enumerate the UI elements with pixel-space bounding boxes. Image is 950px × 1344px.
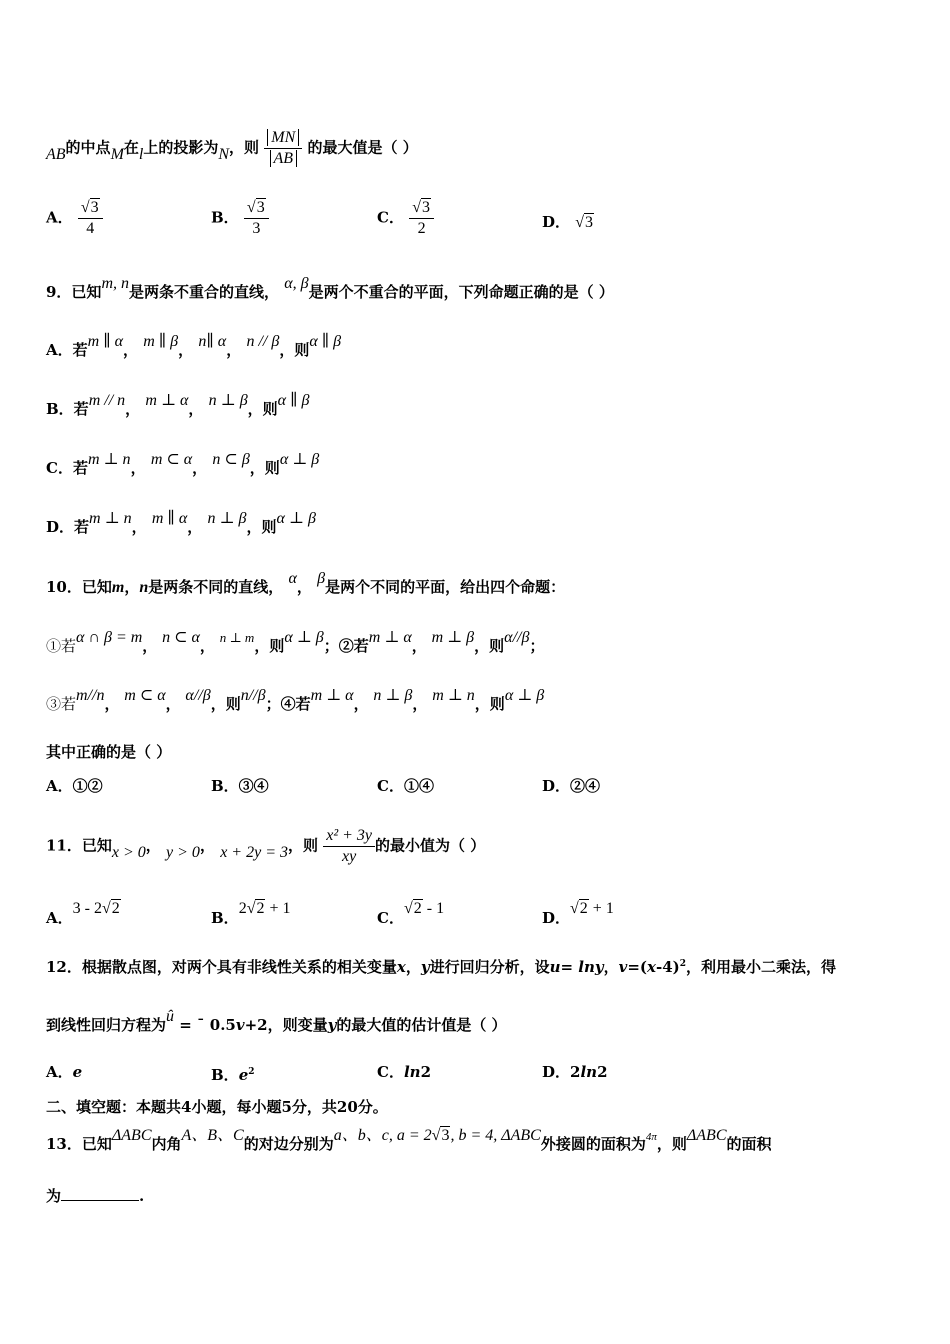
q12-text: 的最大值的估计值是（ ） [336,1016,507,1034]
option-number: 2 [597,1063,608,1081]
sep: ， [131,518,147,536]
sides-pre: a、b、c, a = 2 [333,1127,432,1144]
var-x: x [396,958,406,976]
q12-option-c[interactable] [377,1062,431,1082]
eq: = [560,958,579,976]
sep: ， [603,958,619,976]
expr-post: + 1 [588,900,614,917]
expr: √2 - 1 [403,900,445,917]
q8-fraction [264,128,302,169]
q9-option-b[interactable] [46,392,310,420]
q8-frac-den: AB [270,150,298,167]
q13-text: 的面积 [726,1135,772,1153]
sep: ， [296,578,312,596]
cond: m ∥ α [151,510,188,527]
q8-text: 在 [123,138,139,157]
prop-3-label: ③若 [46,695,77,713]
cond: n ⊥ β [208,392,248,409]
q8-text: 的最大值是（ ） [307,138,418,157]
q8-text: 上的投影为 [143,138,219,157]
q12-text: +2，则变量 [244,1016,328,1034]
cond: n∥ α [198,333,227,350]
option-label: C． [377,909,404,927]
sep: ， [226,341,242,359]
option-value: e [238,1066,249,1084]
q12-option-d[interactable] [542,1062,608,1082]
then: ，则 [246,518,277,536]
q9-ab: α, β [284,275,309,292]
sep: ， [165,695,181,713]
q12-option-a[interactable] [46,1062,82,1082]
var-y: y [327,1016,337,1034]
q10-option-d[interactable]: D．②④ [542,777,601,795]
option-number: 2 [420,1063,431,1081]
result: α ⊥ β [284,629,324,646]
cond: m//n [76,687,105,704]
option-label: D． [542,909,571,927]
triangle: ΔABC [111,1127,152,1144]
section-2-heading: 二、填空题：本题共4小题，每小题5分，共20分。 [46,1098,388,1116]
q13-text: . [139,1187,145,1205]
sep: ， [199,637,215,655]
cond: m ⊥ n [432,687,475,704]
option-label: B． [211,1066,239,1084]
cond: m ⊂ α [124,687,166,704]
angles: A、B、C [181,1127,244,1144]
option-number: 2 [570,1063,581,1081]
cond: m ⊥ n [89,510,132,527]
then: ，则 [249,459,280,477]
var-x: x [647,958,656,976]
frac-den: xy [342,848,357,865]
q9-mn: m, n [101,275,129,292]
q13-text: ，则 [656,1135,687,1153]
q8-option-a[interactable] [46,198,103,239]
q12-text: ，利用最小二乘法，得 [686,958,837,976]
var-u: u [549,958,561,976]
cond: m ⊥ α [310,687,354,704]
frac-num: 3 [90,199,99,216]
q10-number: 10．已知 [46,578,112,596]
cond: m ⊥ β [431,629,475,646]
option-value: ln [580,1063,598,1081]
option-label: B． [211,909,239,927]
option-label: A． [46,208,73,227]
frac-den: 2 [417,220,426,237]
q9-option-d[interactable] [46,510,316,538]
result: α ∥ β [309,333,342,350]
option-label: B． [211,208,239,227]
q11-fraction [323,826,375,867]
sep: ； [529,637,545,655]
q13-text: 外接圆的面积为 [540,1135,646,1153]
q11-option-b[interactable] [211,900,291,927]
q10-props-3-4 [46,687,545,715]
q8-option-d[interactable] [542,212,594,233]
q11-text: 的最小值为（ ） [375,836,486,855]
sep: ， [125,400,141,418]
sep: ， [188,400,204,418]
expr-pre: 3 - 2 [72,900,102,917]
var-y: y [420,958,430,976]
q9-option-c[interactable] [46,451,320,479]
option-label: D． [542,213,571,231]
cond: n // β [246,333,280,350]
sep: ， [192,459,208,477]
q10-ask: 其中正确的是（ ） [46,743,172,761]
q11-option-a[interactable] [46,900,121,927]
q8-l: l [138,145,144,163]
q9-number: 9．已知 [46,283,102,301]
cond: m ⊂ α [150,451,193,468]
q12-stem-line2 [46,1008,507,1036]
result: α ∥ β [277,392,310,409]
q12-stem-line1 [46,954,836,977]
q12-text: 进行回归分析，设 [429,958,550,976]
q11-option-d[interactable] [542,900,614,927]
sqrt3: √3 [431,1127,450,1144]
sep: ， [405,958,421,976]
sides [334,1127,541,1144]
result: α ⊥ β [279,451,320,468]
then: ，则 [474,637,505,655]
expr: -4) [655,958,680,976]
eq: = ˉ 0.5 [174,1016,236,1034]
q12-option-b[interactable] [211,1062,255,1085]
option-label: C． [377,1063,404,1081]
expr: √2 + 1 [570,900,614,917]
sep: ， [199,836,215,855]
var-alpha: α [288,570,297,587]
area: 4π [645,1131,657,1143]
sep: ， [124,578,140,596]
frac-num: 3 [256,199,265,216]
sep: ， [130,459,146,477]
expr: 2√2 + 1 [238,900,291,917]
q13-stem-line2 [46,1186,144,1206]
var-v: v [618,958,628,976]
cond: m // n [88,392,126,409]
expr-post: + 1 [265,900,291,917]
cond: m ⊥ n [87,451,131,468]
q10-stem [46,570,566,598]
cond: m ∥ α [87,333,123,350]
triangle: ΔABC [686,1127,727,1144]
then: ，则 [247,400,278,418]
expr: 3 - 2√2 [72,900,120,917]
cond: n ⊂ α [162,629,200,646]
lny: lny [578,958,604,976]
q8-d-sqrt: √3 [575,214,594,231]
option-label: A． [46,909,73,927]
q11-option-c[interactable] [377,900,445,927]
q11-stem [46,826,485,867]
q10-text: 是两条不同的直线， [148,578,284,596]
q8-n: N [218,145,230,163]
q11-number: 11．已知 [46,836,112,855]
sep: ， [411,637,427,655]
result: α//β [504,629,530,646]
q8-text: ，则 [229,138,260,157]
frac-num: 3 [421,199,430,216]
radicand: 2 [579,900,588,917]
q13-text: 为 [46,1187,62,1205]
frac-num: x² + 3y [323,826,375,847]
q13-text: 的对边分别为 [243,1135,334,1153]
radicand: 3 [585,214,594,231]
option-value: e [72,1063,83,1081]
result: α ⊥ β [504,687,545,704]
q9-stem [46,275,614,303]
sep: ， [412,695,428,713]
then: ，则 [279,341,310,359]
sep: ， [353,695,369,713]
q12-text: 12．根据散点图，对两个具有非线性关系的相关变量 [46,958,397,976]
cond: x + 2y = 3 [220,843,288,861]
radicand: 2 [256,900,265,917]
result: n//β [240,687,266,704]
option-label: A．若 [46,341,88,359]
sep: ， [104,695,120,713]
q8-a-fraction: $\frac{√3}{4}$ [78,198,103,239]
cond: m ∥ β [143,333,179,350]
q9-text: 是两个不重合的平面，下列命题正确的是（ ） [308,283,614,301]
q12-text: 到线性回归方程为 [46,1016,167,1034]
option-label: D．若 [46,518,90,536]
q10-props-1-2 [46,629,545,657]
q10-option-c[interactable]: C．①④ [377,777,434,795]
option-value: ln [403,1063,421,1081]
expr-pre: 2 [238,900,247,917]
sep: ， [122,341,138,359]
prop-1-label: ①若 [46,637,77,655]
radicand: 2 [413,900,422,917]
then: ，则 [254,637,285,655]
var-m: m [111,579,125,596]
option-label: A． [46,1063,73,1081]
option-label: B．若 [46,400,89,418]
sep: ， [187,518,203,536]
then: ，则 [474,695,505,713]
q10-text: 是两个不同的平面，给出四个命题： [325,578,566,596]
q8-option-c[interactable] [377,198,434,239]
prop-4-label: ；④若 [265,695,311,713]
q13-stem-line1 [46,1127,772,1156]
frac-den: 3 [252,220,261,237]
var-beta: β [317,570,326,587]
radicand: 3 [441,1127,450,1144]
option-label: C．若 [46,459,88,477]
radicand: 2 [111,900,120,917]
cond: n ⊥ β [373,687,413,704]
then: ，则 [287,836,318,855]
answer-blank[interactable] [61,1186,139,1201]
q13-number: 13．已知 [46,1135,112,1153]
q8-c-fraction: $\frac{√3}{2}$ [409,198,434,239]
q8-frac-num: MN [267,129,299,146]
option-label: C． [377,208,404,227]
q10-option-a[interactable]: A．①② [46,777,103,795]
result: α ⊥ β [276,510,316,527]
option-label: D． [542,1063,571,1081]
cond: n ⊥ m [219,630,255,645]
exponent: 2 [679,959,687,969]
q8-stem [46,128,418,169]
cond: α//β [185,687,211,704]
cond: n ⊂ β [212,451,250,468]
then: ，则 [210,695,241,713]
cond: m ⊥ α [145,392,189,409]
frac-den: 4 [86,220,95,237]
sep: ， [142,637,158,655]
cond: m ⊥ α [368,629,412,646]
cond: y > 0 [166,843,200,861]
var-v: v [235,1016,245,1034]
cond: n ⊥ β [207,510,247,527]
eq: =( [627,958,648,976]
sides-post: , b = 4, ΔABC [450,1127,541,1144]
sep: ， [145,836,161,855]
q9-option-a[interactable] [46,333,342,361]
var-n: n [139,579,149,596]
expr-post: - 1 [422,900,445,917]
u-hat: û [166,1008,175,1025]
cond: α ∩ β = m [76,629,143,646]
q8-ab: AB [46,145,66,163]
q8-option-b[interactable] [211,198,269,239]
q8-m: M [110,145,124,163]
sep: ， [178,341,194,359]
q8-b-fraction: $\frac{√3}{3}$ [244,198,269,239]
exponent: 2 [248,1067,255,1077]
q10-option-b[interactable]: B．③④ [211,777,269,795]
q8-text: 的中点 [65,138,111,157]
prop-2-label: ；②若 [323,637,369,655]
q9-text: 是两条不重合的直线， [129,283,280,301]
cond: x > 0 [111,843,146,861]
q13-text: 内角 [151,1135,182,1153]
